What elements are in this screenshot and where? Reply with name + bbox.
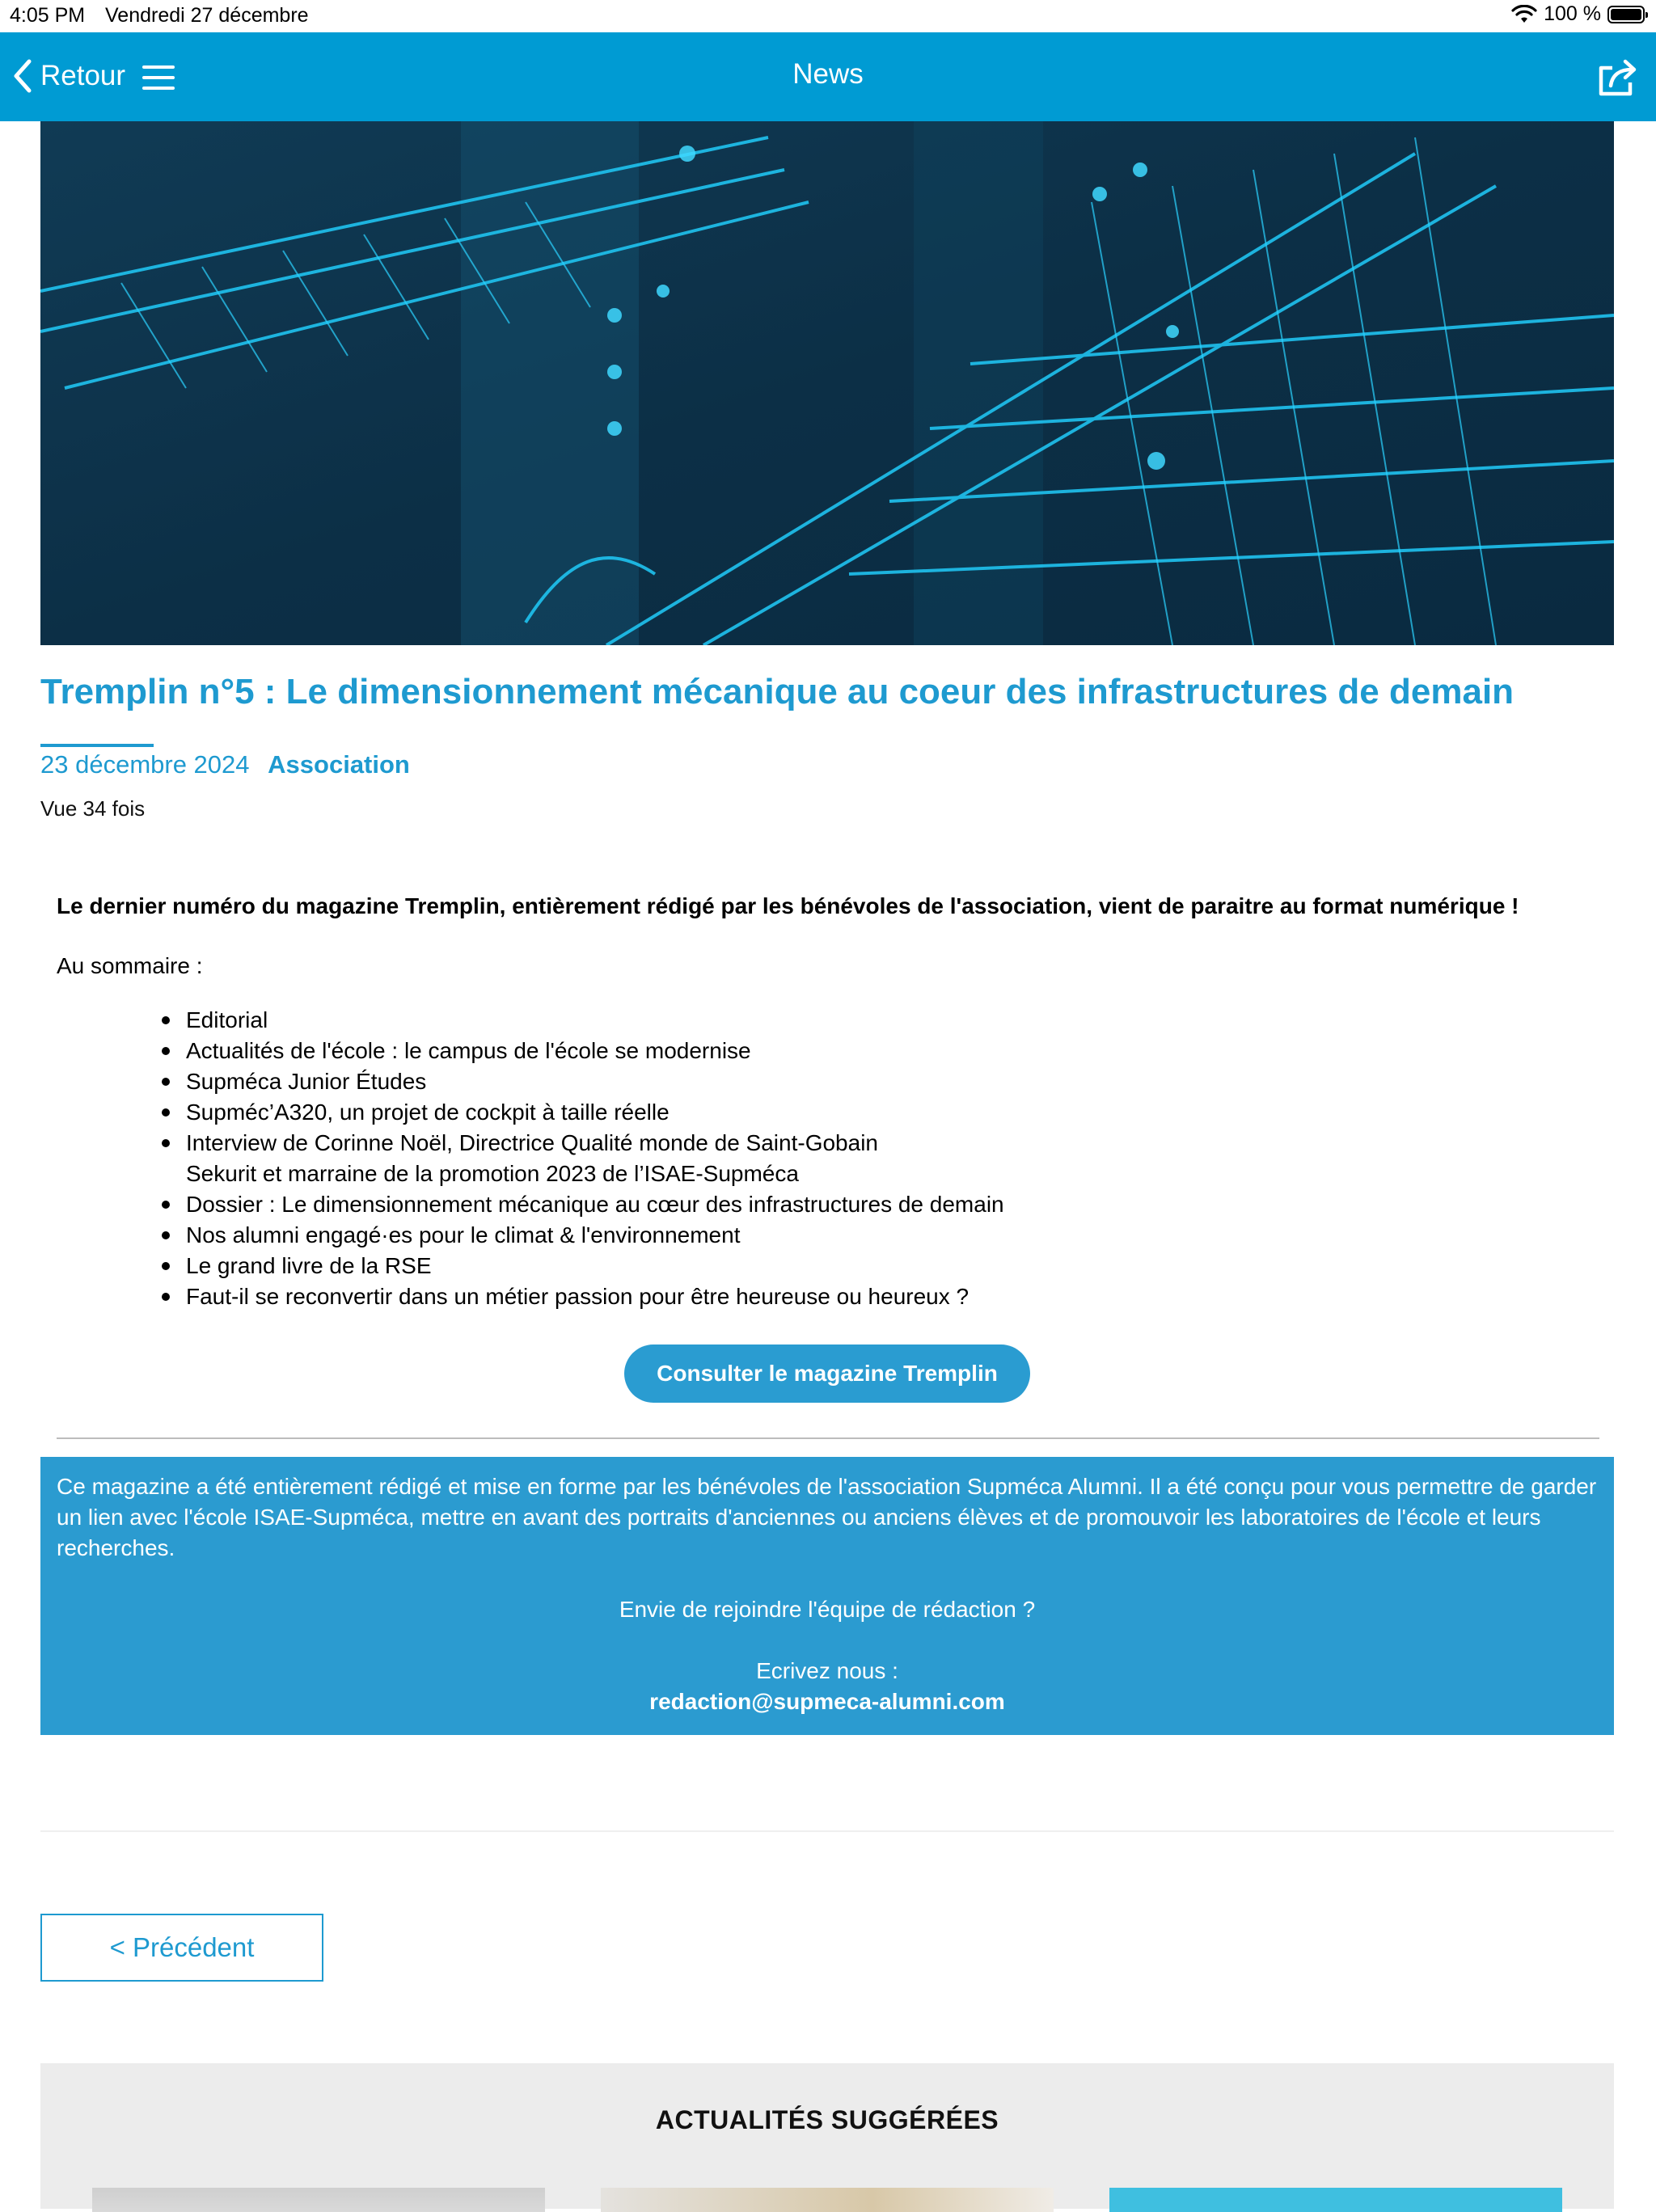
info-box [40,1457,1614,1735]
toc-item: Actualités de l'école : le campus de l'école se modernise [186,1036,1399,1066]
status-date: Vendredi 27 décembre [105,4,309,27]
toc-item: Interview de Corinne Noël, Directrice Qualité monde de Saint-Gobain Sekurit et marraine de la promotion 2023 de l’ISAE-Supméca [186,1128,1399,1189]
email-link[interactable]: redaction@supmeca-alumni.com [649,1689,1005,1714]
article-date: 23 décembre 2024 [40,750,250,779]
view-count: Vue 34 fois [40,796,146,821]
suggested-news-section [40,2063,1614,2209]
section-divider [40,1830,1614,1832]
table-of-contents [186,1005,1399,1312]
article-category-link[interactable]: Association [268,750,410,779]
article-lead: Le dernier numéro du magazine Tremplin, entièrement rédigé par les bénévoles de l'association, vient de paraitre au format numérique ! [57,893,1519,918]
wifi-icon [1511,5,1537,24]
info-join-text: Envie de rejoindre l'équipe de rédaction ? [619,1597,1036,1622]
toc-item: Faut-il se reconvertir dans un métier passion pour être heureuse ou heureux ? [186,1281,1399,1312]
hero-image [40,121,1614,645]
status-bar [0,0,1656,32]
battery-icon [1607,6,1645,23]
battery-percent: 100 % [1544,2,1601,25]
toc-item: Dossier : Le dimensionnement mécanique au cœur des infrastructures de demain [186,1189,1399,1220]
title-underline [40,744,154,747]
toc-item: Le grand livre de la RSE [186,1251,1399,1281]
share-icon[interactable] [1596,57,1638,99]
consult-magazine-button[interactable]: Consulter le magazine Tremplin [624,1345,1030,1403]
article-meta [40,750,410,779]
toc-item: Supméc’A320, un projet de cockpit à taille réelle [186,1097,1399,1128]
toc-item: Nos alumni engagé·es pour le climat & l'environnement [186,1220,1399,1251]
nav-bar [0,32,1656,121]
info-paragraph: Ce magazine a été entièrement rédigé et mise en forme par les bénévoles de l'association Supméca Alumni. Il a été conçu pour vous permettre de garder un lien avec l'école ISAE-Supméca, mettre en avant des portraits d'anciennes ou anciens élèves et de promouvoir les laboratoires de l'école et leurs recherches. [57,1474,1597,1560]
toc-item: Supméca Junior Études [186,1066,1399,1097]
status-time: 4:05 PM [10,4,86,27]
article-title: Tremplin n°5 : Le dimensionnement mécanique au coeur des infrastructures de demain [40,672,1514,711]
toc-item: Editorial [186,1005,1399,1036]
summary-label: Au sommaire : [57,953,203,978]
status-indicators [1511,2,1645,26]
page-title: News [792,58,864,90]
info-email-row [57,1686,1598,1717]
divider [57,1437,1599,1439]
back-label: Retour [40,60,126,91]
suggested-news-title: ACTUALITÉS SUGGÉRÉES [655,2105,999,2134]
info-write-text: Ecrivez nous : [756,1658,898,1683]
previous-button[interactable]: < Précédent [40,1914,323,1982]
